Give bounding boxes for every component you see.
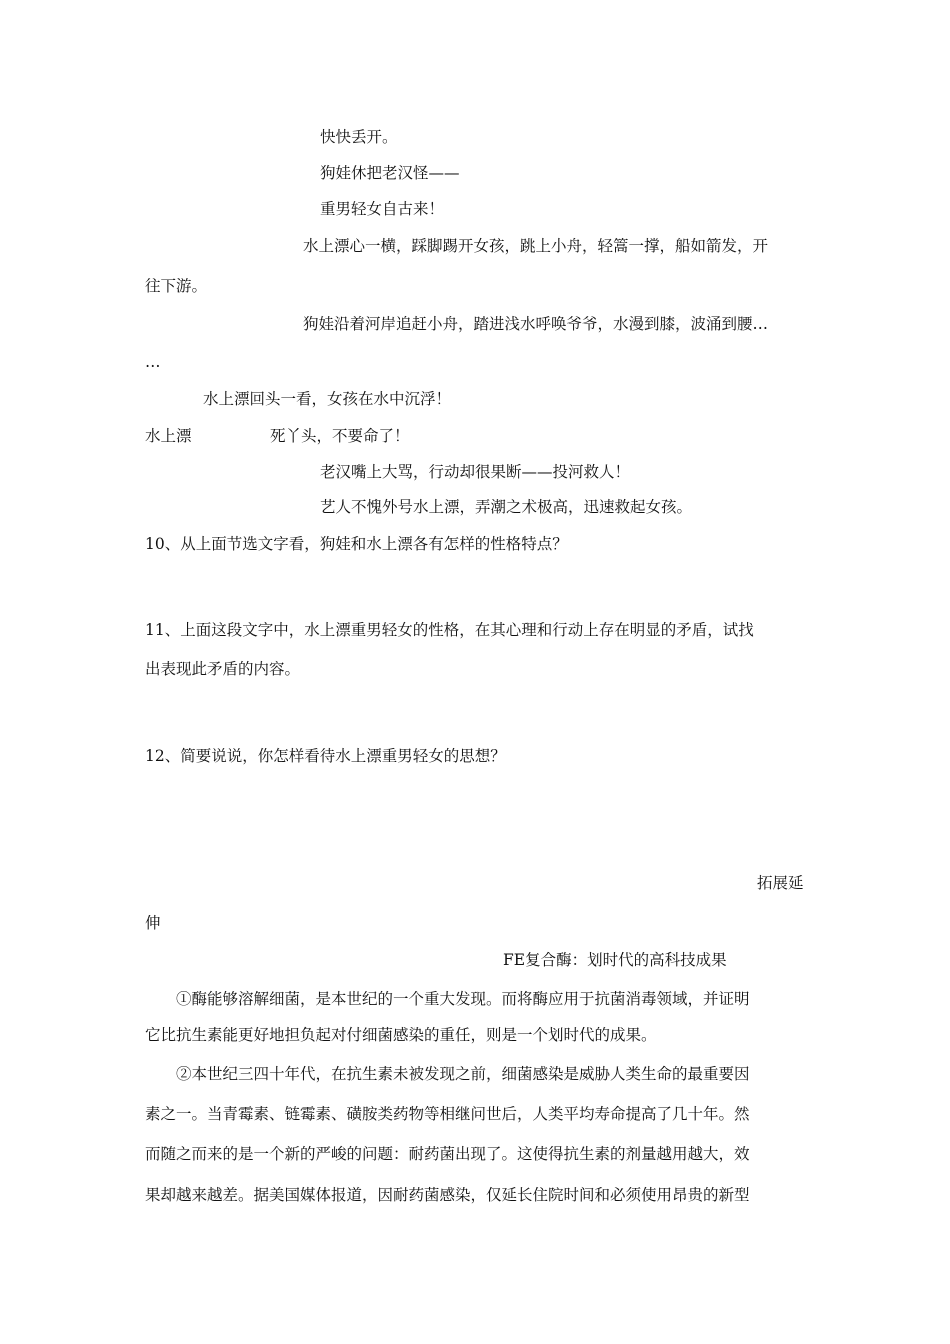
- stage-direction: …: [145, 353, 161, 371]
- stage-direction: 水上漂心一横，踩脚踢开女孩，跳上小舟，轻篙一撑，船如箭发，开: [303, 237, 769, 255]
- article-paragraph-2: ②本世纪三四十年代，在抗生素未被发现之前，细菌感染是威胁人类生命的最重要因: [176, 1065, 750, 1083]
- stage-direction: 艺人不愧外号水上漂，弄潮之术极高，迅速救起女孩。: [320, 498, 693, 516]
- article-paragraph-2-line: 而随之而来的是一个新的严峻的问题：耐药菌出现了。这使得抗生素的剂量越用越大，效: [145, 1145, 750, 1163]
- script-line: 快快丢开。: [320, 128, 398, 146]
- section-heading: 拓展延: [757, 874, 804, 892]
- dialogue-line: 死丫头，不要命了！: [270, 427, 410, 445]
- article-title: FE复合酶：划时代的高科技成果: [503, 951, 727, 969]
- script-line: 重男轻女自古来！: [320, 200, 445, 218]
- stage-direction: 水上漂回头一看，女孩在水中沉浮！: [203, 390, 452, 408]
- script-line: 狗娃休把老汉怪——: [320, 164, 460, 182]
- question-11: 11、上面这段文字中，水上漂重男轻女的性格，在其心理和行动上存在明显的矛盾，试找: [145, 621, 754, 639]
- article-paragraph-2-line: 素之一。当青霉素、链霉素、磺胺类药物等相继问世后，人类平均寿命提高了几十年。然: [145, 1105, 750, 1123]
- article-paragraph-1-line: 它比抗生素能更好地担负起对付细菌感染的重任，则是一个划时代的成果。: [145, 1026, 657, 1044]
- stage-direction: 狗娃沿着河岸追赶小舟，踏进浅水呼唤爷爷，水漫到膝，波涌到腰…: [303, 315, 769, 333]
- stage-direction: 老汉嘴上大骂，行动却很果断——投河救人！: [320, 463, 631, 481]
- question-10: 10、从上面节选文字看，狗娃和水上漂各有怎样的性格特点？: [145, 535, 568, 553]
- article-paragraph-1: ①酶能够溶解细菌，是本世纪的一个重大发现。而将酶应用于抗菌消毒领域，并证明: [176, 990, 750, 1008]
- speaker-name: 水上漂: [145, 427, 192, 445]
- question-11-continued: 出表现此矛盾的内容。: [145, 660, 301, 678]
- question-12: 12、简要说说，你怎样看待水上漂重男轻女的思想？: [145, 747, 506, 765]
- article-paragraph-2-line: 果却越来越差。据美国媒体报道，因耐药菌感染，仅延长住院时间和必须使用昂贵的新型: [145, 1186, 750, 1204]
- stage-direction: 往下游。: [145, 277, 208, 295]
- section-heading-continued: 伸: [145, 914, 161, 932]
